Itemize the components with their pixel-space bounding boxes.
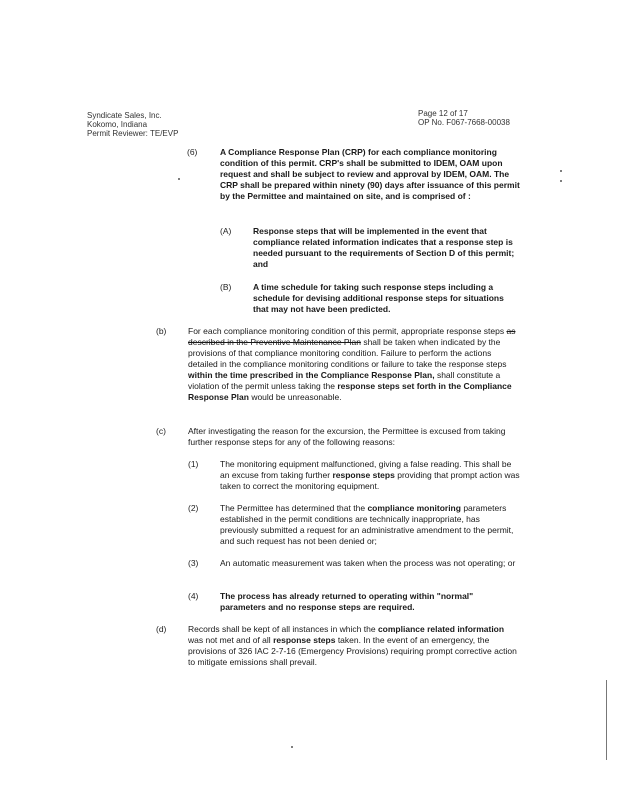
item-6b-marker: (B) bbox=[220, 282, 232, 292]
item-c2-b: compliance monitoring bbox=[367, 503, 461, 513]
item-c-intro: After investigating the reason for the excursion, the Permittee is excused from taking further response steps for any of the following reasons: bbox=[188, 426, 506, 447]
item-b-s7: would be unreasonable. bbox=[251, 392, 342, 402]
item-c3-marker: (3) bbox=[188, 558, 199, 568]
item-6a-marker: (A) bbox=[220, 226, 232, 236]
item-c4-text: The process has already returned to operating within "normal" parameters and no response steps are required. bbox=[220, 591, 474, 612]
item-b-s5: shall constitute a violation of the permit unless taking the bbox=[188, 370, 501, 391]
item-c2-text bbox=[220, 503, 520, 547]
scan-edge-line bbox=[606, 680, 607, 760]
item-6a-text: Response steps that will be implemented in the event that compliance related information indicates that a response step is needed pursuant to the requirements of Section D of this permit; and bbox=[253, 226, 515, 269]
scan-speck bbox=[178, 178, 180, 180]
item-c3-text: An automatic measurement was taken when the process was not operating; or bbox=[220, 558, 516, 568]
item-b-struck: as described in the Preventive Maintenance Plan bbox=[188, 326, 516, 347]
item-c1-b: response steps bbox=[332, 470, 395, 480]
item-c-marker: (c) bbox=[156, 426, 166, 436]
item-6b-text: A time schedule for taking such response steps including a schedule for devising additional response steps for situations that may not have been predicted. bbox=[253, 282, 504, 314]
scan-speck bbox=[560, 180, 562, 182]
item-b-s1: For each compliance monitoring condition of this permit, appropriate response steps bbox=[188, 326, 505, 336]
permit-reviewer: Permit Reviewer: TE/EVP bbox=[87, 129, 179, 138]
item-d-1: Records shall be kept of all instances in which the bbox=[188, 624, 376, 634]
item-d-5: taken. In the event of an emergency, the provisions of 326 IAC 2-7-16 (Emergency Provisions) requiring prompt corrective action to mitigate emissions shall prevail. bbox=[188, 635, 517, 667]
item-b-s4: within the time prescribed in the Compliance Response Plan, bbox=[188, 370, 435, 380]
item-d-3: was not met and of all bbox=[188, 635, 271, 645]
item-d-text bbox=[188, 624, 521, 668]
item-d-marker: (d) bbox=[156, 624, 167, 634]
item-c2-marker: (2) bbox=[188, 503, 199, 513]
company-location: Kokomo, Indiana bbox=[87, 120, 148, 129]
item-c1-c: providing that prompt action was taken to correct the monitoring equipment. bbox=[220, 470, 520, 491]
item-d-4: response steps bbox=[273, 635, 336, 645]
header-left bbox=[87, 111, 178, 138]
item-b-s6: response steps set forth in the Compliance Response Plan bbox=[188, 381, 512, 402]
item-b-s3: shall be taken when indicated by the provisions of that compliance monitoring condition. Failure to perform the actions detailed in the compliance monitoring conditions or failure to take the response steps bbox=[188, 337, 507, 369]
scan-speck bbox=[560, 170, 562, 172]
company-name: Syndicate Sales, Inc. bbox=[87, 111, 162, 120]
item-c2-c: parameters established in the permit conditions are technically inappropriate, has previously submitted a request for an administrative amendment to the permit, and such request has not been denied or; bbox=[220, 503, 514, 546]
item-c1-text bbox=[220, 459, 520, 492]
permit-number: OP No. F067-7668-00038 bbox=[418, 118, 510, 127]
item-d-2: compliance related information bbox=[377, 624, 505, 634]
page-number: Page 12 of 17 bbox=[418, 109, 468, 118]
item-b-marker: (b) bbox=[156, 326, 167, 336]
item-c1-a: The monitoring equipment malfunctioned, giving a false reading. This shall be an excuse from taking further bbox=[220, 459, 512, 480]
scan-speck bbox=[291, 746, 293, 748]
item-c2-a: The Permittee has determined that the bbox=[220, 503, 366, 513]
item-6-marker: (6) bbox=[187, 147, 198, 157]
header-right bbox=[418, 109, 510, 127]
item-6-text: A Compliance Response Plan (CRP) for each compliance monitoring condition of this permit. CRP's shall be submitted to IDEM, OAM upon request and shall be subject to review and approval by IDEM, OAM. The CRP shall be prepared within ninety (90) days after issuance of this permit by the Permittee and maintained on site, and is comprised of : bbox=[220, 147, 520, 201]
item-c1-marker: (1) bbox=[188, 459, 199, 469]
item-c4-marker: (4) bbox=[188, 591, 199, 601]
item-b-text bbox=[188, 326, 521, 403]
